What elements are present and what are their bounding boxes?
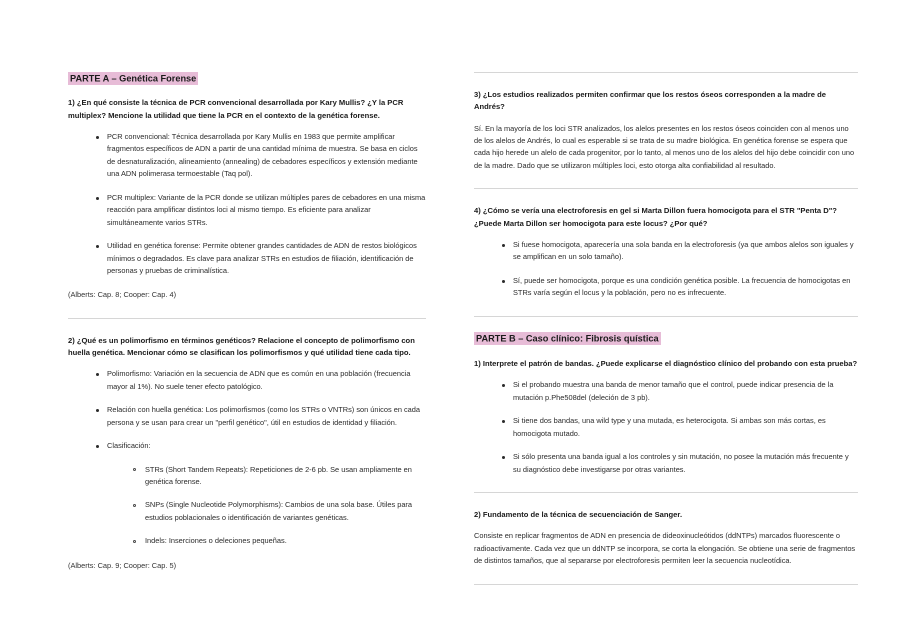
part-b-question-2-heading: 2) Fundamento de la técnica de secuenciación de Sanger. [474, 510, 683, 520]
section-divider [474, 492, 858, 493]
list-item: Si sólo presenta una banda igual a los controles y sin mutación, no posee la mutación más frecuente y su diagnóstico debe investigarse por otras variantes. [502, 451, 858, 476]
question-4-heading: 4) ¿Cómo se vería una electroforesis en gel si Marta Dillon fuera homocigota para el STR "Penta D"? ¿Puede Marta Dillon ser homocigota para este locus? ¿Por qué? [474, 206, 837, 228]
question-1-heading: 1) ¿En qué consiste la técnica de PCR convencional desarrollada por Kary Mullis? ¿Y la PCR multiplex? Mencione la utilidad que tiene la PCR en el contexto de la genética forense. [68, 98, 404, 120]
part-b-heading [474, 333, 858, 345]
question-2-citation: (Alberts: Cap. 9; Cooper: Cap. 5) [68, 560, 177, 570]
section-divider [474, 316, 858, 317]
left-column [0, 72, 452, 640]
question-3-answer: Sí. En la mayoría de los loci STR analizados, los alelos presentes en los restos óseos coinciden con al menos uno de los alelos de Andrés, lo cual es esperable si se trata de su madre biológica. En genética forense se espera que cada hijo herede un alelo de cada progenitor, por lo tanto, al menos uno de los alelos del hijo debe coincidir con uno de la madre. Dado que se utilizaron múltiples loci, esto otorga alta confiabilidad al resultado. [474, 123, 855, 170]
list-item: Indels: Inserciones o deleciones pequeñas. [133, 535, 426, 547]
right-column [452, 72, 904, 640]
question-4-bullet-list [474, 239, 858, 300]
list-item: PCR multiplex: Variante de la PCR donde se utilizan múltiples pares de cebadores en una misma reacción para amplificar distintos loci al mismo tiempo. Es eficiente para analizar simultáneamente varios STRs. [96, 192, 426, 229]
list-item: Si tiene dos bandas, una wild type y una mutada, es heterocigota. Si ambas son más cortas, es homocigota mutado. [502, 415, 858, 440]
list-item: PCR convencional: Técnica desarrollada por Kary Mullis en 1983 que permite amplificar fragmentos específicos de ADN a partir de una cantidad mínima de muestra. Se basa en ciclos de desnaturalización, alineamiento (annealing) de cebadores específicos y extensión mediante una ADN polimerasa termoestable (Taq pol). [96, 131, 426, 181]
part-b-question-1-bullet-list [474, 379, 858, 476]
question-2-bullet-list [68, 368, 426, 547]
part-a-heading [68, 72, 426, 84]
list-item: SNPs (Single Nucleotide Polymorphisms): Cambios de una sola base. Útiles para estudios poblacionales o identificación de variantes genéticas. [133, 499, 426, 524]
question-2-sub-bullet-list [107, 464, 426, 548]
list-item [96, 440, 426, 548]
part-b-question-2-answer: Consiste en replicar fragmentos de ADN en presencia de dideoxinucleótidos (ddNTPs) marcados fluorescente o radioactivamente. Cada vez que un ddNTP se incorpora, se corta la elongación. Se obtiene una serie de fragmentos de distintos tamaños, que al separarse por electroforesis permiten leer la secuencia nucleotídica. [474, 531, 856, 566]
question-3-heading: 3) ¿Los estudios realizados permiten confirmar que los restos óseos corresponden a la madre de Andrés? [474, 90, 826, 112]
list-item: Relación con huella genética: Los polimorfismos (como los STRs o VNTRs) son únicos en cada persona y se usan para crear un "perfil genético", útil en estudios de identidad y filiación. [96, 404, 426, 429]
list-item: Si fuese homocigota, aparecería una sola banda en la electroforesis (ya que ambos alelos son iguales y se amplifican en un solo tamaño). [502, 239, 858, 264]
list-item-label: Clasificación: [107, 441, 151, 451]
section-divider [474, 188, 858, 189]
question-1-citation: (Alberts: Cap. 8; Cooper: Cap. 4) [68, 290, 177, 300]
question-2-heading: 2) ¿Qué es un polimorfismo en términos genéticos? Relacione el concepto de polimorfismo con huella genética. Mencionar cómo se clasifican los polimorfismos y qué utilidad tiene cada tipo. [68, 335, 415, 358]
part-b-question-1-heading: 1) Interprete el patrón de bandas. ¿Puede explicarse el diagnóstico clínico del probando con esta prueba? [474, 359, 858, 369]
list-item: Utilidad en genética forense: Permite obtener grandes cantidades de ADN de restos biológicos mínimos o degradados. Es clave para analizar STRs en estudios de filiación, identificación de personas y pruebas de criminalística. [96, 240, 426, 277]
list-item: Polimorfismo: Variación en la secuencia de ADN que es común en una población (frecuencia mayor al 1%). No suele tener efecto patológico. [96, 368, 426, 393]
section-divider [68, 318, 426, 319]
list-item: Sí, puede ser homocigota, porque es una condición genética posible. La frecuencia de homocigotas en STRs varía según el locus y la población, pero no es infrecuente. [502, 275, 858, 300]
list-item: Si el probando muestra una banda de menor tamaño que el control, puede indicar presencia de la mutación p.Phe508del (deleción de 3 pb). [502, 379, 858, 404]
section-divider [474, 584, 858, 585]
list-item: STRs (Short Tandem Repeats): Repeticiones de 2-6 pb. Se usan ampliamente en genética forense. [133, 464, 426, 489]
part-a-heading-text: PARTE A – Genética Forense [70, 73, 197, 83]
question-1-bullet-list [68, 131, 426, 277]
section-divider [474, 72, 858, 73]
part-b-heading-text: PARTE B – Caso clínico: Fibrosis quística [476, 333, 659, 344]
